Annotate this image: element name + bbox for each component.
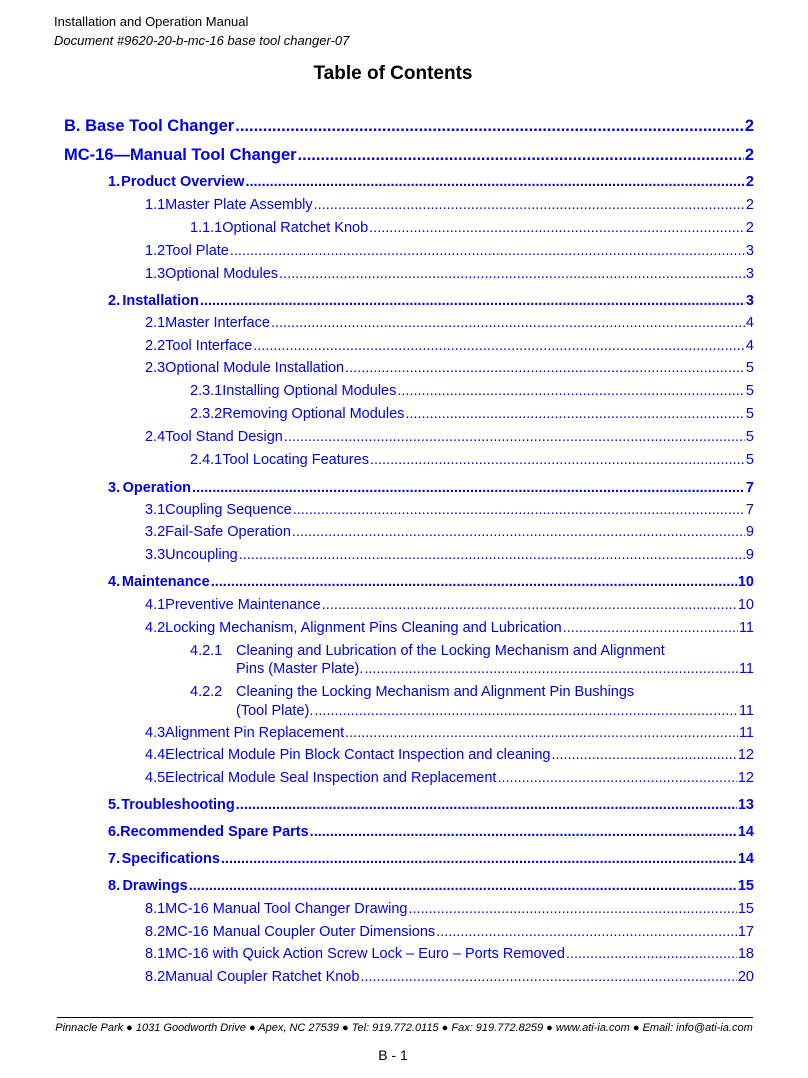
- toc-entry-label: Installation: [122, 293, 199, 309]
- toc-entry-label: Locking Mechanism, Alignment Pins Cleaning and Lubrication: [165, 620, 562, 636]
- toc-leader-dots: [310, 824, 737, 840]
- toc-entry-page: 10: [737, 597, 754, 613]
- toc-entry[interactable]: [145, 338, 754, 354]
- toc-entry-page: 15: [737, 901, 754, 917]
- toc-entry-label: Troubleshooting: [121, 797, 235, 813]
- toc-leader-dots: [236, 797, 737, 813]
- toc-entry-page: 12: [737, 770, 754, 786]
- toc-entry[interactable]: [145, 620, 754, 636]
- toc-leader-dots: [497, 770, 736, 786]
- toc-entry-label: B. Base Tool Changer: [64, 117, 235, 135]
- toc-entry-label: Electrical Module Pin Block Contact Inspection and cleaning: [165, 747, 551, 763]
- toc-entry-label: Coupling Sequence: [165, 502, 292, 518]
- toc-leader-dots: [360, 969, 736, 985]
- toc-entry[interactable]: [190, 452, 754, 468]
- toc-entry[interactable]: [145, 924, 754, 940]
- toc-entry-line: [236, 703, 754, 719]
- toc-entry[interactable]: [108, 293, 754, 309]
- toc-entry-page: 3: [745, 266, 754, 282]
- toc-entry-page: 14: [737, 824, 754, 840]
- footer-divider: [57, 1017, 753, 1018]
- toc-leader-dots: [369, 220, 745, 236]
- toc-entry-line: [236, 661, 754, 677]
- toc-entry-page: 5: [745, 383, 754, 399]
- toc-entry-page: 15: [737, 878, 754, 894]
- toc-entry-number: 1.: [108, 174, 121, 190]
- toc-entry[interactable]: [108, 797, 754, 813]
- toc-entry-page: 5: [745, 429, 754, 445]
- header-manual-title: Installation and Operation Manual: [54, 14, 249, 29]
- toc-leader-dots: [189, 878, 737, 894]
- toc-entry-number: 1.1.1: [190, 220, 223, 236]
- toc-entry-number: 8.1: [145, 901, 166, 917]
- toc-entry-number: 8.2: [145, 969, 166, 985]
- toc-entry[interactable]: [145, 243, 754, 259]
- toc-entry-page: 2: [744, 117, 754, 135]
- toc-entry-label: Installing Optional Modules: [222, 383, 397, 399]
- toc-entry[interactable]: [145, 266, 754, 282]
- toc-entry-label: Drawings: [122, 878, 188, 894]
- toc-entry-number: 4.2.1: [190, 643, 223, 659]
- toc-entry-number: 4.: [108, 574, 121, 590]
- toc-entry-label: Tool Interface: [165, 338, 253, 354]
- toc-entry[interactable]: [145, 315, 754, 331]
- toc-leader-dots: [314, 197, 745, 213]
- toc-leader-dots: [370, 452, 745, 468]
- toc-leader-dots: [192, 480, 745, 496]
- toc-entry-number: 2.1: [145, 315, 166, 331]
- toc-entry-label: Preventive Maintenance: [165, 597, 321, 613]
- toc-entry[interactable]: [145, 547, 754, 563]
- toc-leader-dots: [293, 502, 745, 518]
- toc-entry-label: Tool Locating Features: [222, 452, 369, 468]
- toc-entry-number: 5.: [108, 797, 121, 813]
- toc-entry[interactable]: [108, 480, 754, 496]
- toc-entry-number: 1.2: [145, 243, 166, 259]
- toc-leader-dots: [292, 524, 745, 540]
- toc-entry-page: 11: [738, 725, 754, 741]
- toc-entry-number: 4.1: [145, 597, 166, 613]
- toc-entry-number: 4.2.2: [190, 684, 223, 700]
- toc-entry-page: 7: [745, 480, 754, 496]
- toc-entry-number: 4.3: [145, 725, 166, 741]
- toc-entry-label: Cleaning the Locking Mechanism and Alignment Pin Bushings: [236, 684, 635, 700]
- toc-leader-dots: [322, 597, 737, 613]
- toc-leader-dots: [551, 747, 736, 763]
- toc-entry-page: 18: [737, 946, 754, 962]
- toc-leader-dots: [314, 703, 738, 719]
- toc-entry-number: 7.: [108, 851, 121, 867]
- toc-entry-label: Uncoupling: [165, 547, 238, 563]
- toc-leader-dots: [200, 293, 745, 309]
- toc-entry-page: 4: [745, 315, 754, 331]
- toc-leader-dots: [345, 725, 738, 741]
- toc-entry[interactable]: [145, 360, 754, 376]
- toc-entry-number: 4.5: [145, 770, 166, 786]
- toc-entry[interactable]: [145, 597, 754, 613]
- toc-leader-dots: [230, 243, 745, 259]
- toc-leader-dots: [245, 174, 744, 190]
- toc-leader-dots: [235, 117, 744, 136]
- toc-leader-dots: [253, 338, 745, 354]
- toc-entry-page: 11: [738, 661, 754, 677]
- toc-entry-page: 17: [737, 924, 754, 940]
- footer-contact-info: Pinnacle Park ● 1031 Goodworth Drive ● Apex, NC 27539 ● Tel: 919.772.0115 ● Fax: 919.772.8259 ● www.ati-ia.com ● Email: info@ati-ia.com: [55, 1022, 753, 1034]
- toc-entry-number: 8.2: [145, 924, 166, 940]
- toc-entry-page: 5: [745, 360, 754, 376]
- toc-entry-number: 1.1: [145, 197, 166, 213]
- toc-entry-label: MC-16—Manual Tool Changer: [64, 146, 297, 164]
- toc-leader-dots: [436, 924, 737, 940]
- toc-entry-label: Recommended Spare Parts: [120, 824, 309, 840]
- toc-entry-label: Optional Ratchet Knob: [222, 220, 369, 236]
- toc-entry-page: 5: [745, 452, 754, 468]
- toc-entry-page: 5: [745, 406, 754, 422]
- toc-entry-label: Operation: [122, 480, 192, 496]
- toc-entry-number: 3.1: [145, 502, 166, 518]
- toc-entry[interactable]: [145, 969, 754, 985]
- toc-entry-label: Cleaning and Lubrication of the Locking Mechanism and Alignment: [236, 643, 665, 659]
- toc-entry[interactable]: [145, 429, 754, 445]
- toc-entry-page: 14: [737, 851, 754, 867]
- toc-entry-label: Optional Module Installation: [165, 360, 345, 376]
- toc-entry[interactable]: [108, 851, 754, 867]
- toc-entry[interactable]: [108, 574, 754, 590]
- toc-entry[interactable]: [64, 117, 754, 136]
- toc-leader-dots: [409, 901, 737, 917]
- toc-entry-page: 11: [738, 703, 754, 719]
- toc-entry-number: 4.2: [145, 620, 166, 636]
- toc-entry-page: 3: [745, 243, 754, 259]
- toc-leader-dots: [279, 266, 745, 282]
- toc-entry[interactable]: [145, 197, 754, 213]
- toc-entry-number: 1.3: [145, 266, 166, 282]
- toc-entry-page: 20: [737, 969, 754, 985]
- toc-entry-label: MC-16 Manual Coupler Outer Dimensions: [165, 924, 436, 940]
- toc-entry[interactable]: [145, 747, 754, 763]
- toc-entry[interactable]: [145, 901, 754, 917]
- toc-entry-number: 2.3.1: [190, 383, 223, 399]
- toc-entry-page: 2: [745, 174, 754, 190]
- toc-leader-dots: [271, 315, 745, 331]
- toc-leader-dots: [345, 360, 745, 376]
- toc-entry-number: 2.4: [145, 429, 166, 445]
- toc-entry[interactable]: [145, 770, 754, 786]
- toc-entry-label: Optional Modules: [165, 266, 279, 282]
- toc-entry-page: 3: [745, 293, 754, 309]
- toc-entry-label: Master Interface: [165, 315, 270, 331]
- toc-entry-page: 2: [745, 197, 754, 213]
- toc-entry-number: 3.: [108, 480, 121, 496]
- toc-entry-number: 3.2: [145, 524, 166, 540]
- toc-entry-label: Fail-Safe Operation: [165, 524, 291, 540]
- toc-entry-label: MC-16 Manual Tool Changer Drawing: [165, 901, 408, 917]
- toc-entry-number: 2.3.2: [190, 406, 223, 422]
- toc-entry[interactable]: [190, 406, 754, 422]
- toc-entry-page: 9: [745, 547, 754, 563]
- toc-entry-page: 4: [745, 338, 754, 354]
- toc-entry[interactable]: [145, 524, 754, 540]
- toc-leader-dots: [563, 620, 738, 636]
- toc-entry-number: 2.2: [145, 338, 166, 354]
- toc-entry-page: 7: [745, 502, 754, 518]
- toc-leader-dots: [239, 547, 745, 563]
- toc-entry[interactable]: [190, 220, 754, 236]
- toc-leader-dots: [284, 429, 745, 445]
- toc-entry-label: Master Plate Assembly: [165, 197, 313, 213]
- toc-leader-dots: [405, 406, 745, 422]
- toc-leader-dots: [211, 574, 737, 590]
- toc-entry-page: 12: [737, 747, 754, 763]
- toc-leader-dots: [364, 661, 738, 677]
- toc-entry-page: 13: [737, 797, 754, 813]
- toc-entry-label: Alignment Pin Replacement: [165, 725, 345, 741]
- toc-entry-label: Tool Stand Design: [165, 429, 283, 445]
- toc-entry-number: 2.3: [145, 360, 166, 376]
- toc-entry-label: Manual Coupler Ratchet Knob: [165, 969, 360, 985]
- page-number: B - 1: [378, 1047, 408, 1063]
- toc-entry-number: 4.4: [145, 747, 166, 763]
- toc-entry-page: 2: [744, 146, 754, 164]
- toc-entry-page: 9: [745, 524, 754, 540]
- toc-entry-number: 3.3: [145, 547, 166, 563]
- toc-entry-label: Electrical Module Seal Inspection and Replacement: [165, 770, 497, 786]
- toc-entry-number: 2.: [108, 293, 121, 309]
- toc-entry[interactable]: [145, 502, 754, 518]
- toc-entry-number: 2.4.1: [190, 452, 223, 468]
- toc-entry[interactable]: [64, 146, 754, 165]
- toc-entry-number: 8.1: [145, 946, 166, 962]
- toc-entry-line: [190, 684, 754, 700]
- toc-leader-dots: [298, 146, 744, 165]
- toc-entry-label: Removing Optional Modules: [222, 406, 405, 422]
- toc-entry-page: 2: [745, 220, 754, 236]
- toc-entry-number: 8.: [108, 878, 121, 894]
- toc-leader-dots: [566, 946, 737, 962]
- toc-entry-label-continued: Pins (Master Plate).: [236, 661, 364, 677]
- toc-entry[interactable]: [190, 383, 754, 399]
- toc-entry[interactable]: [108, 878, 754, 894]
- toc-entry-label: Tool Plate: [165, 243, 229, 259]
- toc-entry[interactable]: [108, 824, 754, 840]
- toc-entry-line: [190, 643, 754, 659]
- toc-leader-dots: [397, 383, 745, 399]
- page-title: Table of Contents: [313, 63, 473, 84]
- toc-entry-label: MC-16 with Quick Action Screw Lock – Euro – Ports Removed: [165, 946, 565, 962]
- toc-leader-dots: [221, 851, 737, 867]
- header-document-number: Document #9620-20-b-mc-16 base tool changer-07: [54, 33, 350, 48]
- toc-entry[interactable]: [108, 174, 754, 190]
- toc-entry[interactable]: [145, 946, 754, 962]
- toc-entry-number: 6.: [108, 824, 121, 840]
- toc-entry-label: Product Overview: [121, 174, 245, 190]
- toc-entry-label: Specifications: [121, 851, 220, 867]
- toc-entry-page: 11: [738, 620, 754, 636]
- toc-entry-label: Maintenance: [121, 574, 210, 590]
- toc-entry-page: 10: [737, 574, 754, 590]
- toc-entry-label-continued: (Tool Plate).: [236, 703, 314, 719]
- toc-entry[interactable]: [145, 725, 754, 741]
